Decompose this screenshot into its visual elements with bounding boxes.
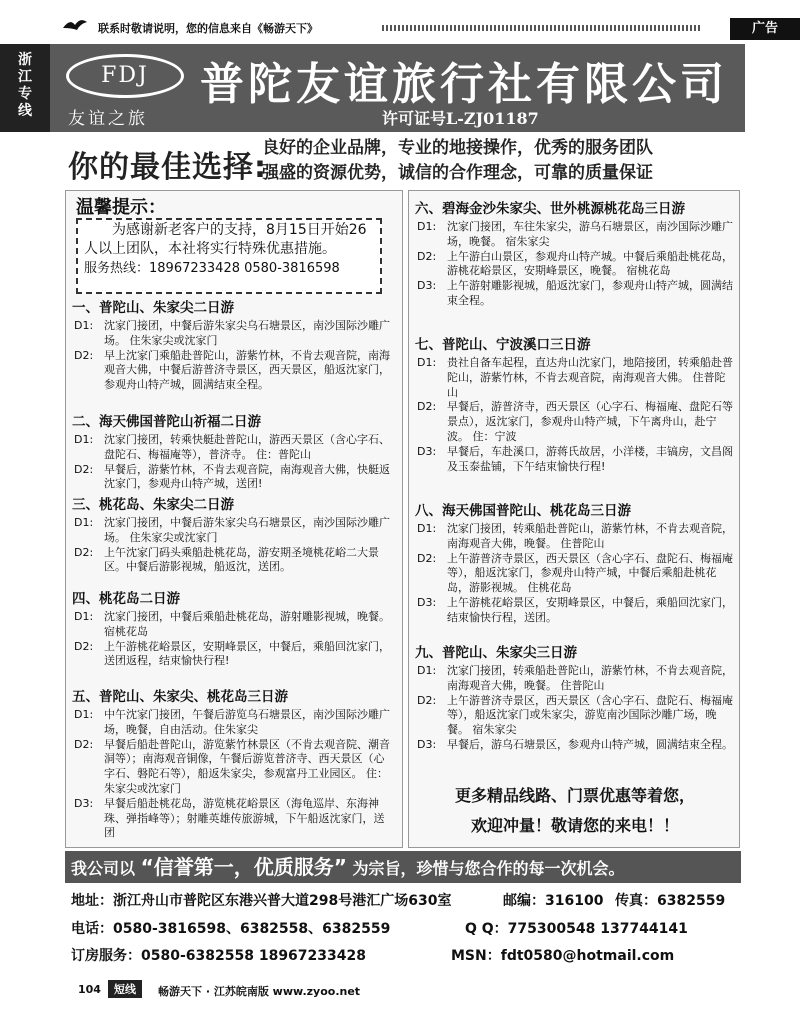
slogan-title: 你的最佳选择: (68, 150, 267, 185)
tip-title: 温馨提示： (76, 197, 166, 218)
day-label: D1: (74, 610, 94, 623)
tour-section (415, 641, 733, 753)
tour-title: 八、海天佛国普陀山、桃花岛三日游 (415, 503, 631, 519)
tour-section (415, 499, 733, 626)
tour-section (72, 685, 394, 841)
day-label: D1: (74, 433, 94, 446)
day-itinerary: 沈家门接团，中餐后游朱家尖乌石塘景区，南沙国际沙雕广场。 住朱家尖或沈家门 (104, 516, 390, 544)
region-tab-label: 浙江专线 (18, 52, 32, 119)
day-itinerary: 早餐后，游乌石塘景区，参观舟山特产城，圆满结束全程。 (447, 737, 733, 751)
page-number: 104 (78, 983, 101, 996)
day-itinerary: 上午游普济寺景区，西天景区（含心字石、盘陀石、梅福庵等），船返沈家门，参观舟山特产城，中餐后乘船赴桃花岛，游影视城。 住桃花岛 (447, 551, 733, 595)
day-itinerary: 早上沈家门乘船赴普陀山，游紫竹林，不肯去观音院，南海观音大佛，中餐后游普济寺景区，西天景区，船返沈家门，参观舟山特产城，圆满结束全程。 (104, 348, 390, 392)
tour-title: 六、碧海金沙朱家尖、世外桃源桃花岛三日游 (415, 201, 685, 217)
motto-bar (65, 851, 741, 883)
license-number: 许可证号L-ZJ01187 (382, 109, 539, 128)
contact-postcode: 邮编：316100 (503, 893, 604, 909)
day-label: D2: (74, 545, 94, 559)
tour-day (417, 279, 733, 309)
tour-title: 四、桃花岛二日游 (72, 591, 180, 607)
day-label: D1: (417, 664, 437, 677)
day-itinerary: 早餐后，车赴溪口，游蒋氏故居，小洋楼，丰镐房，文昌阁及玉泰盐铺，下午结束愉快行程! (447, 444, 733, 473)
day-label: D2: (74, 639, 94, 653)
tour-title: 三、桃花岛、朱家尖二日游 (72, 497, 234, 513)
tour-title: 九、普陀山、朱家尖三日游 (415, 645, 577, 661)
day-itinerary: 沈家门接团，转乘快艇赴普陀山，游西天景区（含心字石、盘陀石、梅福庵等），普济寺。 住：普陀山 (104, 433, 390, 461)
left-column (65, 190, 403, 848)
tour-title: 一、普陀山、朱家尖二日游 (72, 300, 234, 316)
tour-title: 二、海天佛国普陀山祈福二日游 (72, 414, 261, 430)
tour-section (415, 197, 733, 309)
promo-line-2: 欢迎冲量！敬请您的来电！！ (470, 816, 679, 835)
tour-day (417, 552, 733, 596)
source-notice: 联系时敬请说明，您的信息来自《畅游天下》 (98, 22, 318, 35)
tour-section (415, 333, 733, 474)
promo-line-1: 更多精品线路、门票优惠等着您， (454, 786, 695, 805)
tip-box (76, 218, 382, 294)
contact-qq: Q Q：775300548 137744141 (465, 921, 688, 937)
company-name: 普陀友谊旅行社有限公司 (200, 59, 728, 110)
page-footer (0, 973, 800, 1003)
day-label: D2: (74, 462, 94, 476)
day-itinerary: 上午游白山景区，参观舟山特产城。中餐后乘船赴桃花岛，游桃花峪景区，安期峰景区，晚餐。 宿桃花岛 (447, 249, 733, 278)
tour-day (417, 664, 733, 694)
day-label: D2: (417, 400, 437, 414)
day-itinerary: 早餐后，游普济寺，西天景区（心字石、梅福庵、盘陀石等景点），返沈家门，参观舟山特产城，下午离舟山，赴宁波。 住：宁波 (447, 400, 733, 443)
day-itinerary: 上午游桃花峪景区，安期峰景区，中餐后，乘船回沈家门，结束愉快行程，送团。 (447, 595, 733, 624)
motto-post: 为宗旨，珍惜与您合作的每一次机会。 (352, 859, 625, 878)
day-itinerary: 早餐后，游紫竹林，不肯去观音院，南海观音大佛，快艇返沈家门，参观舟山特产城，送团! (104, 462, 390, 491)
tour-section (72, 410, 394, 492)
day-label: D3: (417, 595, 437, 609)
tour-day (417, 220, 733, 250)
day-itinerary: 早餐后船赴桃花岛，游览桃花峪景区（海龟巡岸、东海神珠、弹指峰等）；射雕英雄传旅游城，下午船返沈家门，送团 (104, 796, 385, 840)
tour-day (417, 522, 733, 552)
ad-label: 广告 (730, 18, 800, 40)
tour-section (72, 296, 394, 393)
bird-logo-icon (62, 16, 88, 34)
slogan-area (62, 136, 742, 188)
company-logo: FDJ (66, 54, 184, 98)
contact-fax: 传真：6382559 (615, 893, 726, 909)
tour-day (74, 708, 394, 738)
day-label: D1: (417, 220, 437, 233)
day-itinerary: 中午沈家门接团，午餐后游览乌石塘景区，南沙国际沙雕广场，晚餐，自由活动。住朱家尖 (104, 708, 390, 736)
day-label: D1: (74, 708, 94, 721)
day-itinerary: 上午游桃花峪景区，安期峰景区，中餐后，乘船回沈家门，送团返程，结束愉快行程! (104, 639, 390, 668)
logo-subtitle: 友谊之旅 (68, 109, 148, 129)
motto-pre: 我公司以 (71, 859, 136, 878)
day-itinerary: 沈家门接团，转乘船赴普陀山，游紫竹林，不肯去观音院，南海观音大佛，晚餐。 住普陀山 (447, 664, 733, 692)
region-tab (0, 44, 50, 132)
day-label: D1: (74, 516, 94, 529)
day-label: D2: (417, 551, 437, 565)
day-itinerary: 上午游射雕影视城，船返沈家门，参观舟山特产城，圆满结束全程。 (447, 279, 733, 307)
day-label: D3: (417, 737, 437, 751)
tour-title: 五、普陀山、朱家尖、桃花岛三日游 (72, 689, 288, 705)
day-label: D3: (417, 279, 437, 293)
day-itinerary: 早餐后船赴普陀山，游览紫竹林景区（不肯去观音院、潮音洞等）；南海观音铜像，午餐后游览普济寺、西天景区（心字石、磐陀石等），船返朱家尖，参观富丹工业园区。 住：朱家尖或沈家门 (104, 737, 390, 795)
decorative-stripe (382, 25, 700, 31)
tip-hotline: 服务热线：18967233428 0580-3816598 (84, 261, 340, 276)
tour-day (74, 433, 394, 463)
tour-day (417, 738, 733, 753)
tour-day (417, 694, 733, 738)
day-label: D1: (74, 319, 94, 332)
contact-phone: 电话：0580-3816598、6382558、6382559 (71, 921, 391, 937)
tour-section (72, 587, 394, 669)
tour-day (74, 640, 394, 670)
contact-booking: 订房服务：0580-6382558 18967233428 (71, 948, 366, 964)
day-itinerary: 上午游普济寺景区，西天景区（含心字石、盘陀石、梅福庵等），船返沈家门或朱家尖，游览南沙国际沙雕广场，晚餐。 宿朱家尖 (447, 693, 733, 737)
promo-block (415, 781, 735, 841)
day-label: D1: (417, 356, 437, 369)
contact-msn: MSN：fdt0580@hotmail.com (451, 948, 675, 964)
day-label: D3: (417, 444, 437, 458)
tour-day (417, 356, 733, 400)
tour-day (417, 445, 733, 475)
day-itinerary: 沈家门接团，车往朱家尖，游乌石塘景区，南沙国际沙雕广场，晚餐。 宿朱家尖 (447, 220, 733, 248)
tour-day (74, 319, 394, 349)
tour-day (74, 610, 394, 640)
slogan-line-2: 强盛的资源优势，诚信的合作理念，可靠的质量保证 (262, 163, 653, 183)
day-itinerary: 沈家门接团，中餐后乘船赴桃花岛，游射雕影视城，晚餐。 宿桃花岛 (104, 610, 390, 638)
day-label: D2: (74, 737, 94, 751)
contact-address: 地址：浙江舟山市普陀区东港兴普大道298号港汇广场630室 (71, 893, 452, 909)
day-itinerary: 上午沈家门码头乘船赴桃花岛，游安期圣境桃花峪二大景区。中餐后游影视城，船返沈，送团。 (104, 545, 379, 574)
tip-text: 为感谢新老客户的支持，8月15日开始26人以上团队，本社将实行特殊优惠措施。 (84, 222, 367, 257)
slogan-line-1: 良好的企业品牌，专业的地接操作，优秀的服务团队 (262, 138, 653, 158)
tour-title: 七、普陀山、宁波溪口三日游 (415, 337, 591, 353)
day-itinerary: 沈家门接团，中餐后游朱家尖乌石塘景区，南沙国际沙雕广场。 住朱家尖或沈家门 (104, 319, 390, 347)
tour-section (72, 493, 394, 575)
right-column (408, 190, 740, 848)
day-label: D3: (74, 796, 94, 810)
tour-day (74, 546, 394, 576)
day-label: D2: (417, 249, 437, 263)
slogan-lines (262, 136, 653, 186)
tour-day (74, 516, 394, 546)
tour-day (74, 738, 394, 797)
tour-day (74, 797, 394, 841)
tour-day (417, 250, 733, 280)
day-itinerary: 沈家门接团，转乘船赴普陀山，游紫竹林，不肯去观音院，南海观音大佛，晚餐。 住普陀山 (447, 522, 733, 550)
magazine-name: 畅游天下 · 江苏皖南版 www.zyoo.net (158, 985, 361, 998)
tour-day (417, 596, 733, 626)
company-header (50, 44, 745, 132)
tour-day (74, 349, 394, 393)
day-label: D2: (74, 348, 94, 362)
section-tag: 短线 (108, 980, 142, 998)
motto-quote: “信誉第一，优质服务” (140, 855, 347, 879)
day-itinerary: 贵社自备车起程，直达舟山沈家门，地陪接团，转乘船赴普陀山，游紫竹林，不肯去观音院，南海观音大佛。 住普陀山 (447, 356, 733, 399)
day-label: D2: (417, 693, 437, 707)
tour-day (417, 400, 733, 444)
tour-day (74, 463, 394, 493)
day-label: D1: (417, 522, 437, 535)
contact-block (65, 884, 741, 969)
top-bar (0, 0, 800, 44)
